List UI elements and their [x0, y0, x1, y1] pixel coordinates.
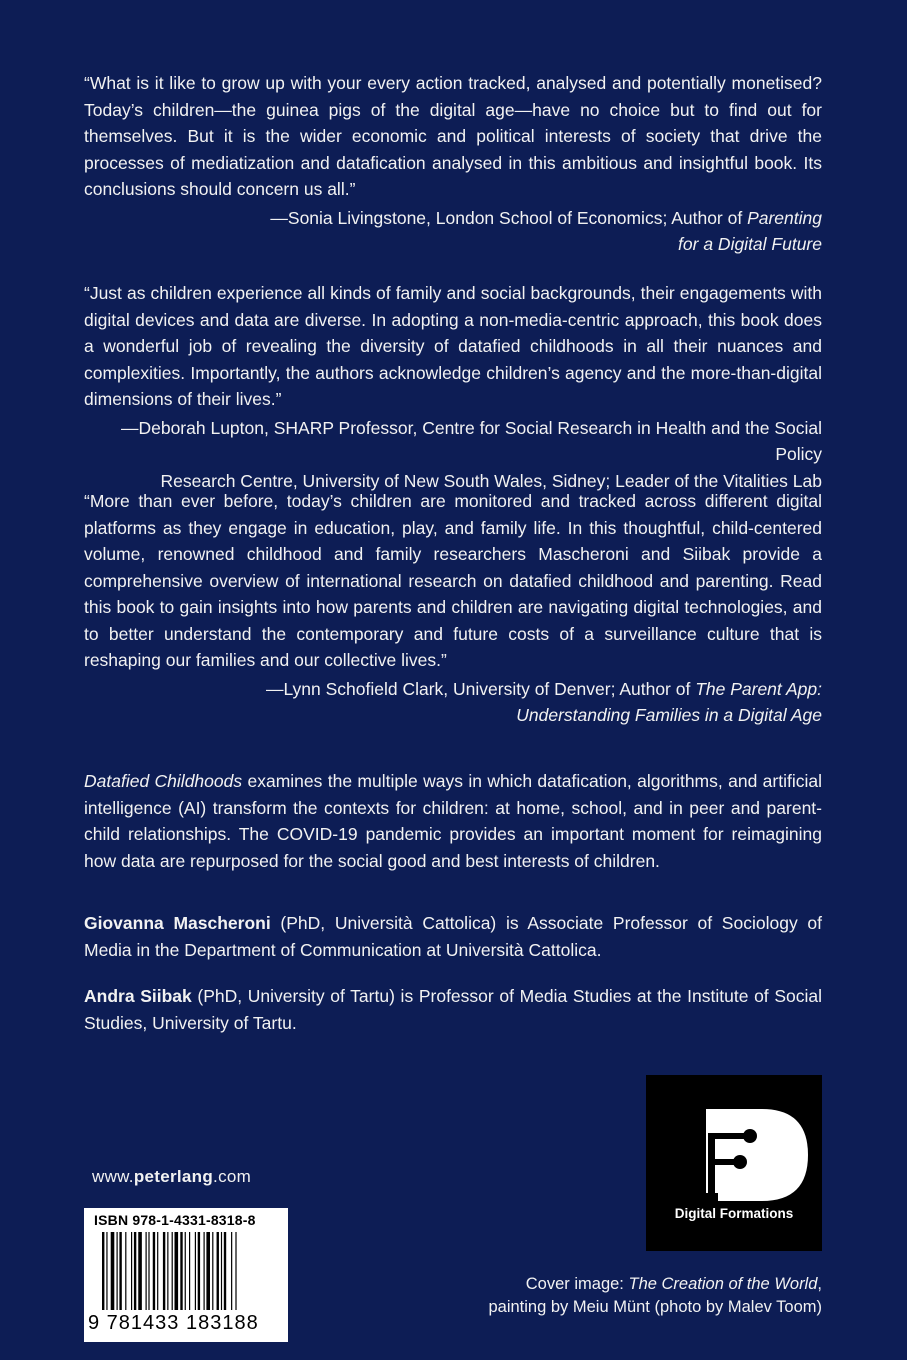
attribution-line-2: Research Centre, University of New South Wales, Sidney; Leader of the Vitalities Lab [160, 470, 822, 491]
author-name: Giovanna Mascheroni [84, 913, 271, 933]
isbn-digits: 9 781433 183188 [88, 1312, 259, 1334]
attribution-text: —Lynn Schofield Clark, University of Denver; Author of [265, 678, 696, 699]
series-logo-icon [646, 1075, 822, 1251]
book-title: Datafied Childhoods [84, 771, 243, 791]
credit-line-2: painting by Meiu Münt (photo by Malev Toom) [488, 1298, 822, 1316]
quote-attribution [84, 205, 822, 258]
quote-text: “Just as children experience all kinds of family and social backgrounds, their engagements with digital devices and data are diverse. In adopting a non-media-centric approach, this book does a wonderful job of revealing the diversity of datafied childhoods in all their nuances and complexities. Importantly, the authors acknowledge children’s agency and the more-than-digital dimensions of their lives.” [84, 283, 822, 409]
attribution-book-title-cont: Understanding Families in a Digital Age [516, 705, 822, 725]
digital-formations-logo [646, 1075, 822, 1251]
attribution-line-1: —Deborah Lupton, SHARP Professor, Centre for Social Research in Health and the Social Policy [120, 417, 822, 464]
author-name: Andra Siibak [84, 986, 192, 1006]
isbn-label: ISBN 978-1-4331-8318-8 [94, 1212, 256, 1228]
isbn-barcode-box [84, 1208, 288, 1342]
artwork-title: The Creation of the World [628, 1275, 818, 1293]
author-bio-2 [84, 983, 822, 1036]
quote-attribution [84, 676, 822, 729]
author-bio-text: (PhD, Università Cattolica) is Associate Professor of Sociology of Media in the Department of Communication at Università Cattolica. [84, 913, 822, 960]
attribution-book-title-cont: for a Digital Future [678, 234, 822, 254]
attribution-text: —Sonia Livingstone, London School of Economics; Author of [270, 207, 748, 228]
endorsement-quote-3 [84, 488, 822, 729]
attribution-book-title: The Parent App: [695, 678, 822, 699]
quote-attribution [84, 415, 822, 495]
barcode-icon [102, 1232, 280, 1324]
quote-text: “What is it like to grow up with your every action tracked, analysed and potentially monetised? Today’s children—the guinea pigs of the digital age—have no choice but to find out for themselves. But it is the wider economic and political interests of society that drive the processes of mediatization and datafication analysed in this ambitious and insightful book. Its conclusions should concern us all.” [84, 73, 822, 199]
book-description [84, 768, 822, 874]
attribution-book-title: Parenting [747, 207, 822, 228]
author-bio-text: (PhD, University of Tartu) is Professor of Media Studies at the Institute of Social Studies, University of Tartu. [84, 986, 822, 1033]
description-text: examines the multiple ways in which datafication, algorithms, and artificial intelligence (AI) transform the contexts for children: at home, school, and in peer and parent-child relationships. The COVID-19 pandemic provides an important moment for reimagining how data are repurposed for the social good and best interests of children. [84, 771, 822, 871]
quote-text: “More than ever before, today’s children are monitored and tracked across different digital platforms as they engage in education, play, and family life. In this thoughtful, child-centered volume, renowned childhood and family researchers Mascheroni and Siibak provide a comprehensive overview of international research on datafied childhood and parenting. Read this book to gain insights into how parents and children are navigating digital technologies, and to better understand the contemporary and future costs of a surveillance culture that is reshaping our families and our collective lives.” [84, 491, 822, 670]
endorsement-quote-1 [84, 70, 822, 258]
publisher-url: www.peterlang.com [92, 1167, 252, 1186]
series-name: Digital Formations [674, 1206, 794, 1221]
author-bio-1 [84, 910, 822, 963]
endorsement-quote-2 [84, 280, 822, 494]
cover-image-credit: Cover image: The Creation of the World, painting by Meiu Münt (photo by Malev Toom) [420, 1273, 822, 1319]
